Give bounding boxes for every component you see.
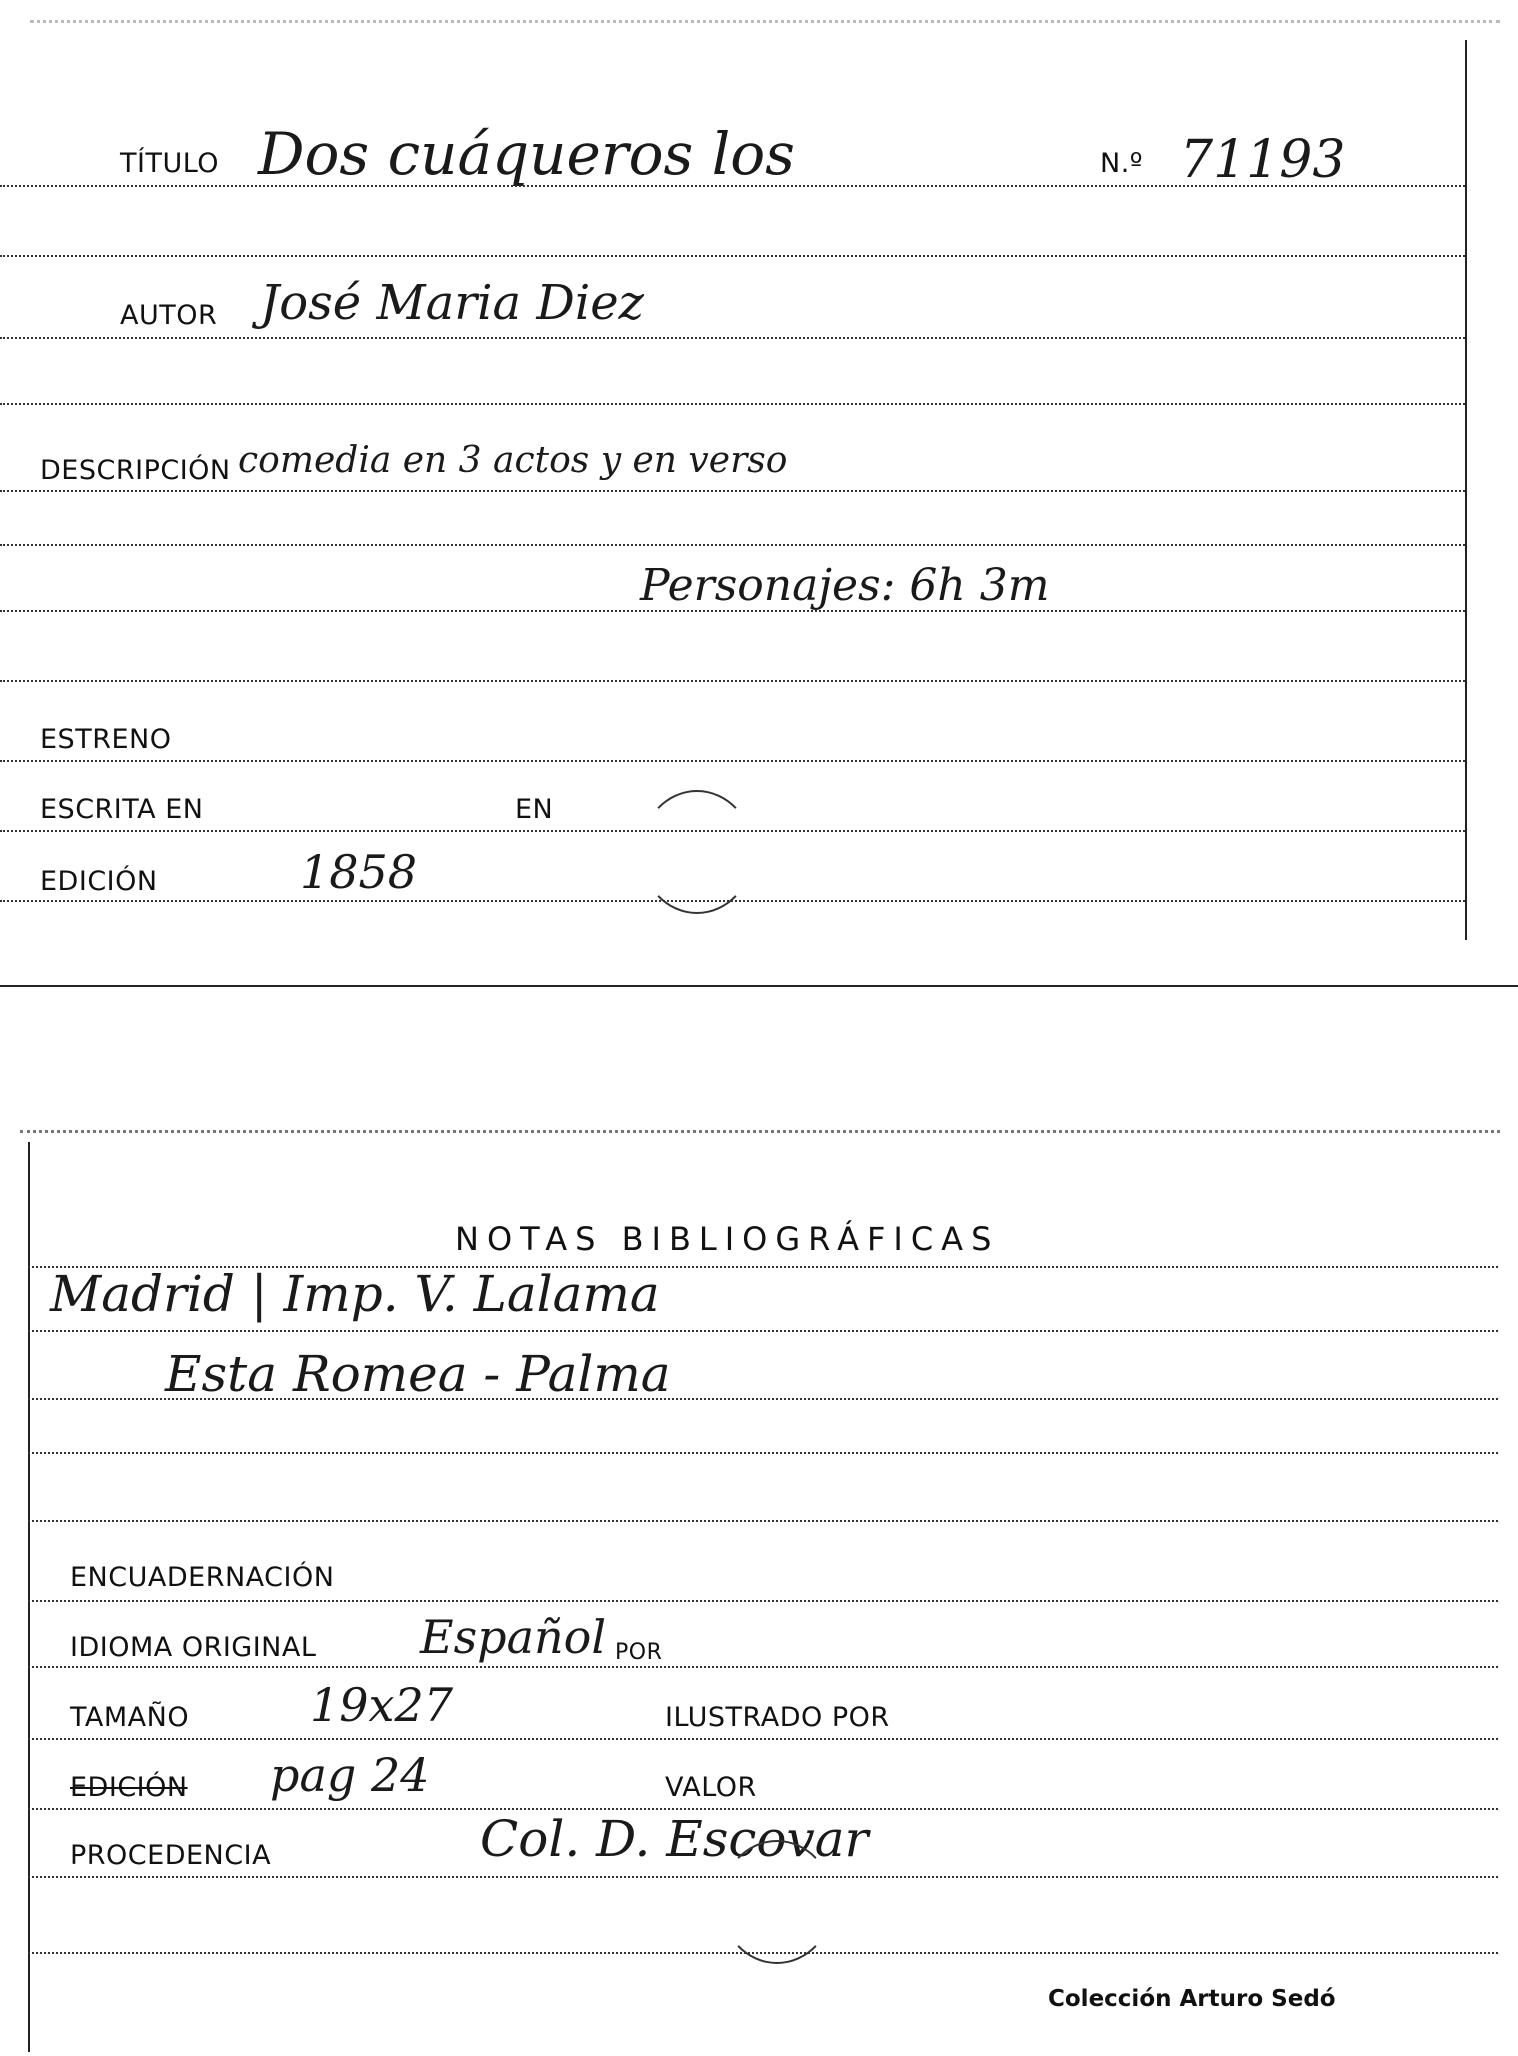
rule-8 (0, 680, 1465, 682)
edicion-label: EDICIÓN (40, 866, 158, 897)
procedencia-label: PROCEDENCIA (70, 1840, 272, 1871)
titulo-value: Dos cuáqueros los (258, 120, 795, 188)
descripcion-value: comedia en 3 actos y en verso (238, 440, 788, 481)
tamano-value: 19x27 (310, 1678, 454, 1732)
idioma-label: IDIOMA ORIGINAL (70, 1632, 317, 1663)
autor-label: AUTOR (120, 300, 218, 331)
card-left-edge (28, 1142, 30, 2052)
idioma-rule (28, 1666, 1498, 1668)
collection-credit: Colección Arturo Sedó (1048, 1986, 1336, 2012)
note-rule-3 (28, 1452, 1498, 1454)
card-right-edge (1465, 40, 1467, 940)
tamano-rule (28, 1738, 1498, 1740)
autor-value: José Maria Diez (260, 275, 644, 331)
punch-hole-mark (640, 790, 754, 914)
note-rule-4 (28, 1520, 1498, 1522)
ilustrado-por-label: ILUSTRADO POR (665, 1702, 890, 1733)
numero-value: 71193 (1180, 130, 1346, 190)
procedencia-value: Col. D. Escovar (480, 1810, 869, 1868)
catalog-card-front (0, 0, 1518, 985)
tamano-label: TAMAÑO (70, 1702, 190, 1733)
punch-hole-mark (720, 1840, 834, 1964)
numero-label: N.º (1100, 148, 1144, 179)
back-edicion-label: EDICIÓN (70, 1772, 188, 1803)
titulo-label: TÍTULO (120, 148, 220, 179)
note-line-2: Esta Romea - Palma (165, 1345, 671, 1403)
estreno-label: ESTRENO (40, 724, 172, 755)
encuadernacion-label: ENCUADERNACIÓN (70, 1562, 335, 1593)
estreno-rule (0, 760, 1465, 762)
idioma-value: Español (420, 1610, 607, 1664)
encuadernacion-rule (28, 1600, 1498, 1602)
card-separator-line (0, 985, 1518, 987)
rule-2 (0, 255, 1465, 257)
top-edge-specks (20, 1130, 1500, 1133)
descripcion-rule (0, 490, 1465, 492)
note-line-1: Madrid | Imp. V. Lalama (50, 1265, 660, 1323)
catalog-card-back (0, 1080, 1518, 2056)
top-edge-specks (30, 20, 1500, 23)
personajes-value: Personajes: 6h 3m (640, 560, 1050, 611)
escrita-en-label: ESCRITA EN (40, 794, 204, 825)
note-rule-1 (28, 1330, 1498, 1332)
rule-4 (0, 403, 1465, 405)
valor-label: VALOR (665, 1772, 757, 1803)
escrita-en-label-2: EN (515, 794, 554, 825)
autor-rule (0, 337, 1465, 339)
personajes-rule (0, 610, 1465, 612)
notas-heading: NOTAS BIBLIOGRÁFICAS (455, 1220, 1000, 1258)
idioma-por-label: POR (615, 1640, 663, 1665)
rule-6 (0, 544, 1465, 546)
titulo-rule (0, 185, 1465, 187)
edicion-value: 1858 (300, 845, 418, 899)
back-edicion-value: pag 24 (270, 1748, 430, 1802)
descripcion-label: DESCRIPCIÓN (40, 455, 231, 486)
